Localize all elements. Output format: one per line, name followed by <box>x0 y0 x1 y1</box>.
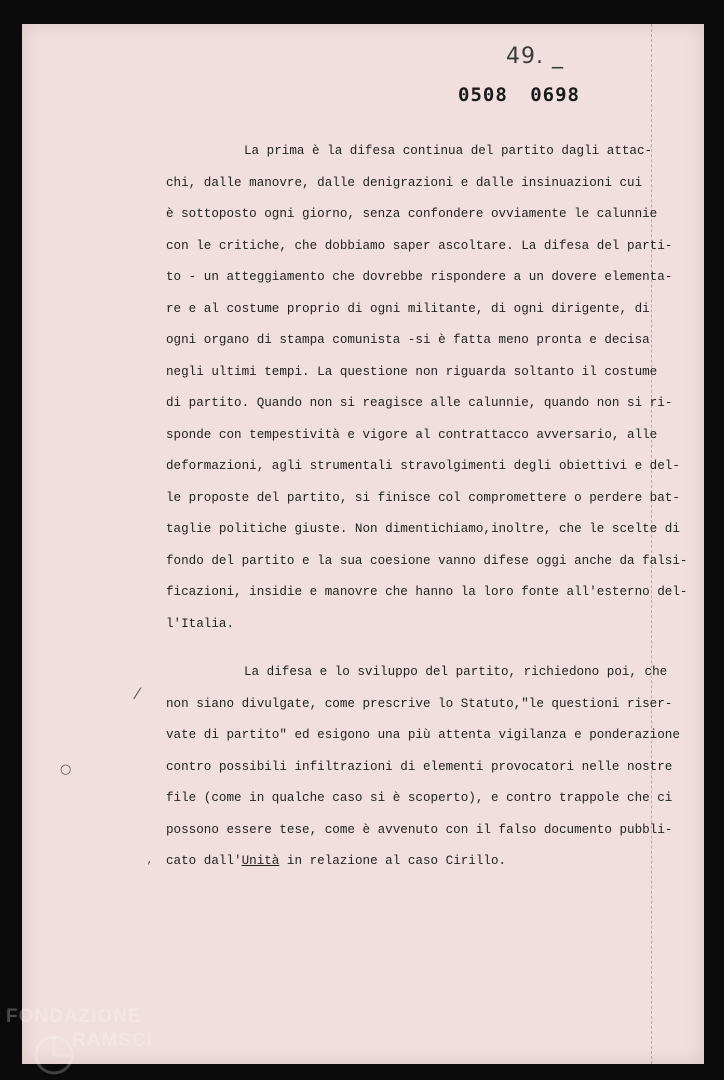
text-line: non siano divulgate, come prescrive lo Statuto,"le questioni riser- <box>166 696 673 711</box>
text-line: contro possibili infiltrazioni di elementi provocatori nelle nostre <box>166 759 673 774</box>
handwritten-page-number: 49. _ <box>506 44 564 69</box>
fondazione-gramsci-watermark <box>4 1000 184 1080</box>
text-fragment: cato dall' <box>166 854 242 868</box>
text-line: le proposte del partito, si finisce col compromettere o perdere bat- <box>166 490 680 505</box>
fold-line <box>650 24 652 1064</box>
text-line: negli ultimi tempi. La questione non riguarda soltanto il costume <box>166 364 658 379</box>
svg-text:RAMSCI: RAMSCI <box>72 1030 153 1051</box>
text-line-last <box>166 846 636 878</box>
text-line: La difesa e lo sviluppo del partito, richiedono poi, che <box>244 665 668 679</box>
text-line: vate di partito" ed esigono una più attenta vigilanza e ponderazione <box>166 728 680 742</box>
stamp-left: 0508 <box>458 84 508 106</box>
text-line: deformazioni, agli strumentali stravolgimenti degli obiettivi e del- <box>166 459 680 473</box>
text-line: re e al costume proprio di ogni militante, di ogni dirigente, di <box>166 301 650 316</box>
text-line: l'Italia. <box>166 616 235 631</box>
archive-stamp-number <box>458 84 580 106</box>
document-page <box>22 24 704 1064</box>
svg-text:FONDAZIONE: FONDAZIONE <box>6 1006 142 1027</box>
paragraph-gap <box>166 640 636 657</box>
text-line: chi, dalle manovre, dalle denigrazioni e dalle insinuazioni cui <box>166 175 643 190</box>
newspaper-title-unita: Unità <box>241 854 280 868</box>
text-line: taglie politiche giuste. Non dimentichiamo,inoltre, che le scelte di <box>166 522 680 536</box>
stamp-right: 0698 <box>530 84 580 106</box>
text-line: La prima è la difesa continua del partito dagli attac- <box>244 144 653 158</box>
text-fragment: in relazione al caso Cirillo. <box>279 854 507 868</box>
text-line: file (come in qualche caso si è scoperto), e contro trappole che ci <box>166 791 673 805</box>
text-line: di partito. Quando non si reagisce alle calunnie, quando non si ri- <box>166 396 673 410</box>
text-line: con le critiche, che dobbiamo saper ascoltare. La difesa del parti- <box>166 238 673 253</box>
text-line: sponde con tempestività e vigore al contrattacco avversario, alle <box>166 427 658 442</box>
margin-pencil-mark: ○ <box>60 762 72 777</box>
text-line: to - un atteggiamento che dovrebbe rispondere a un dovere elementa- <box>166 270 673 284</box>
text-line: ficazioni, insidie e manovre che hanno la loro fonte all'esterno del- <box>166 585 688 599</box>
typed-body-text <box>166 136 688 878</box>
text-line: è sottoposto ogni giorno, senza confondere ovviamente le calunnie <box>166 207 658 221</box>
margin-comma-mark: , <box>147 852 152 867</box>
text-line: possono essere tese, come è avvenuto con il falso documento pubbli- <box>166 822 673 837</box>
text-line: fondo del partito e la sua coesione vanno difese oggi anche da falsi- <box>166 553 688 568</box>
text-line: ogni organo di stampa comunista -si è fatta meno pronta e decisa <box>166 333 650 347</box>
margin-slash-mark: ⁄ <box>136 684 139 703</box>
